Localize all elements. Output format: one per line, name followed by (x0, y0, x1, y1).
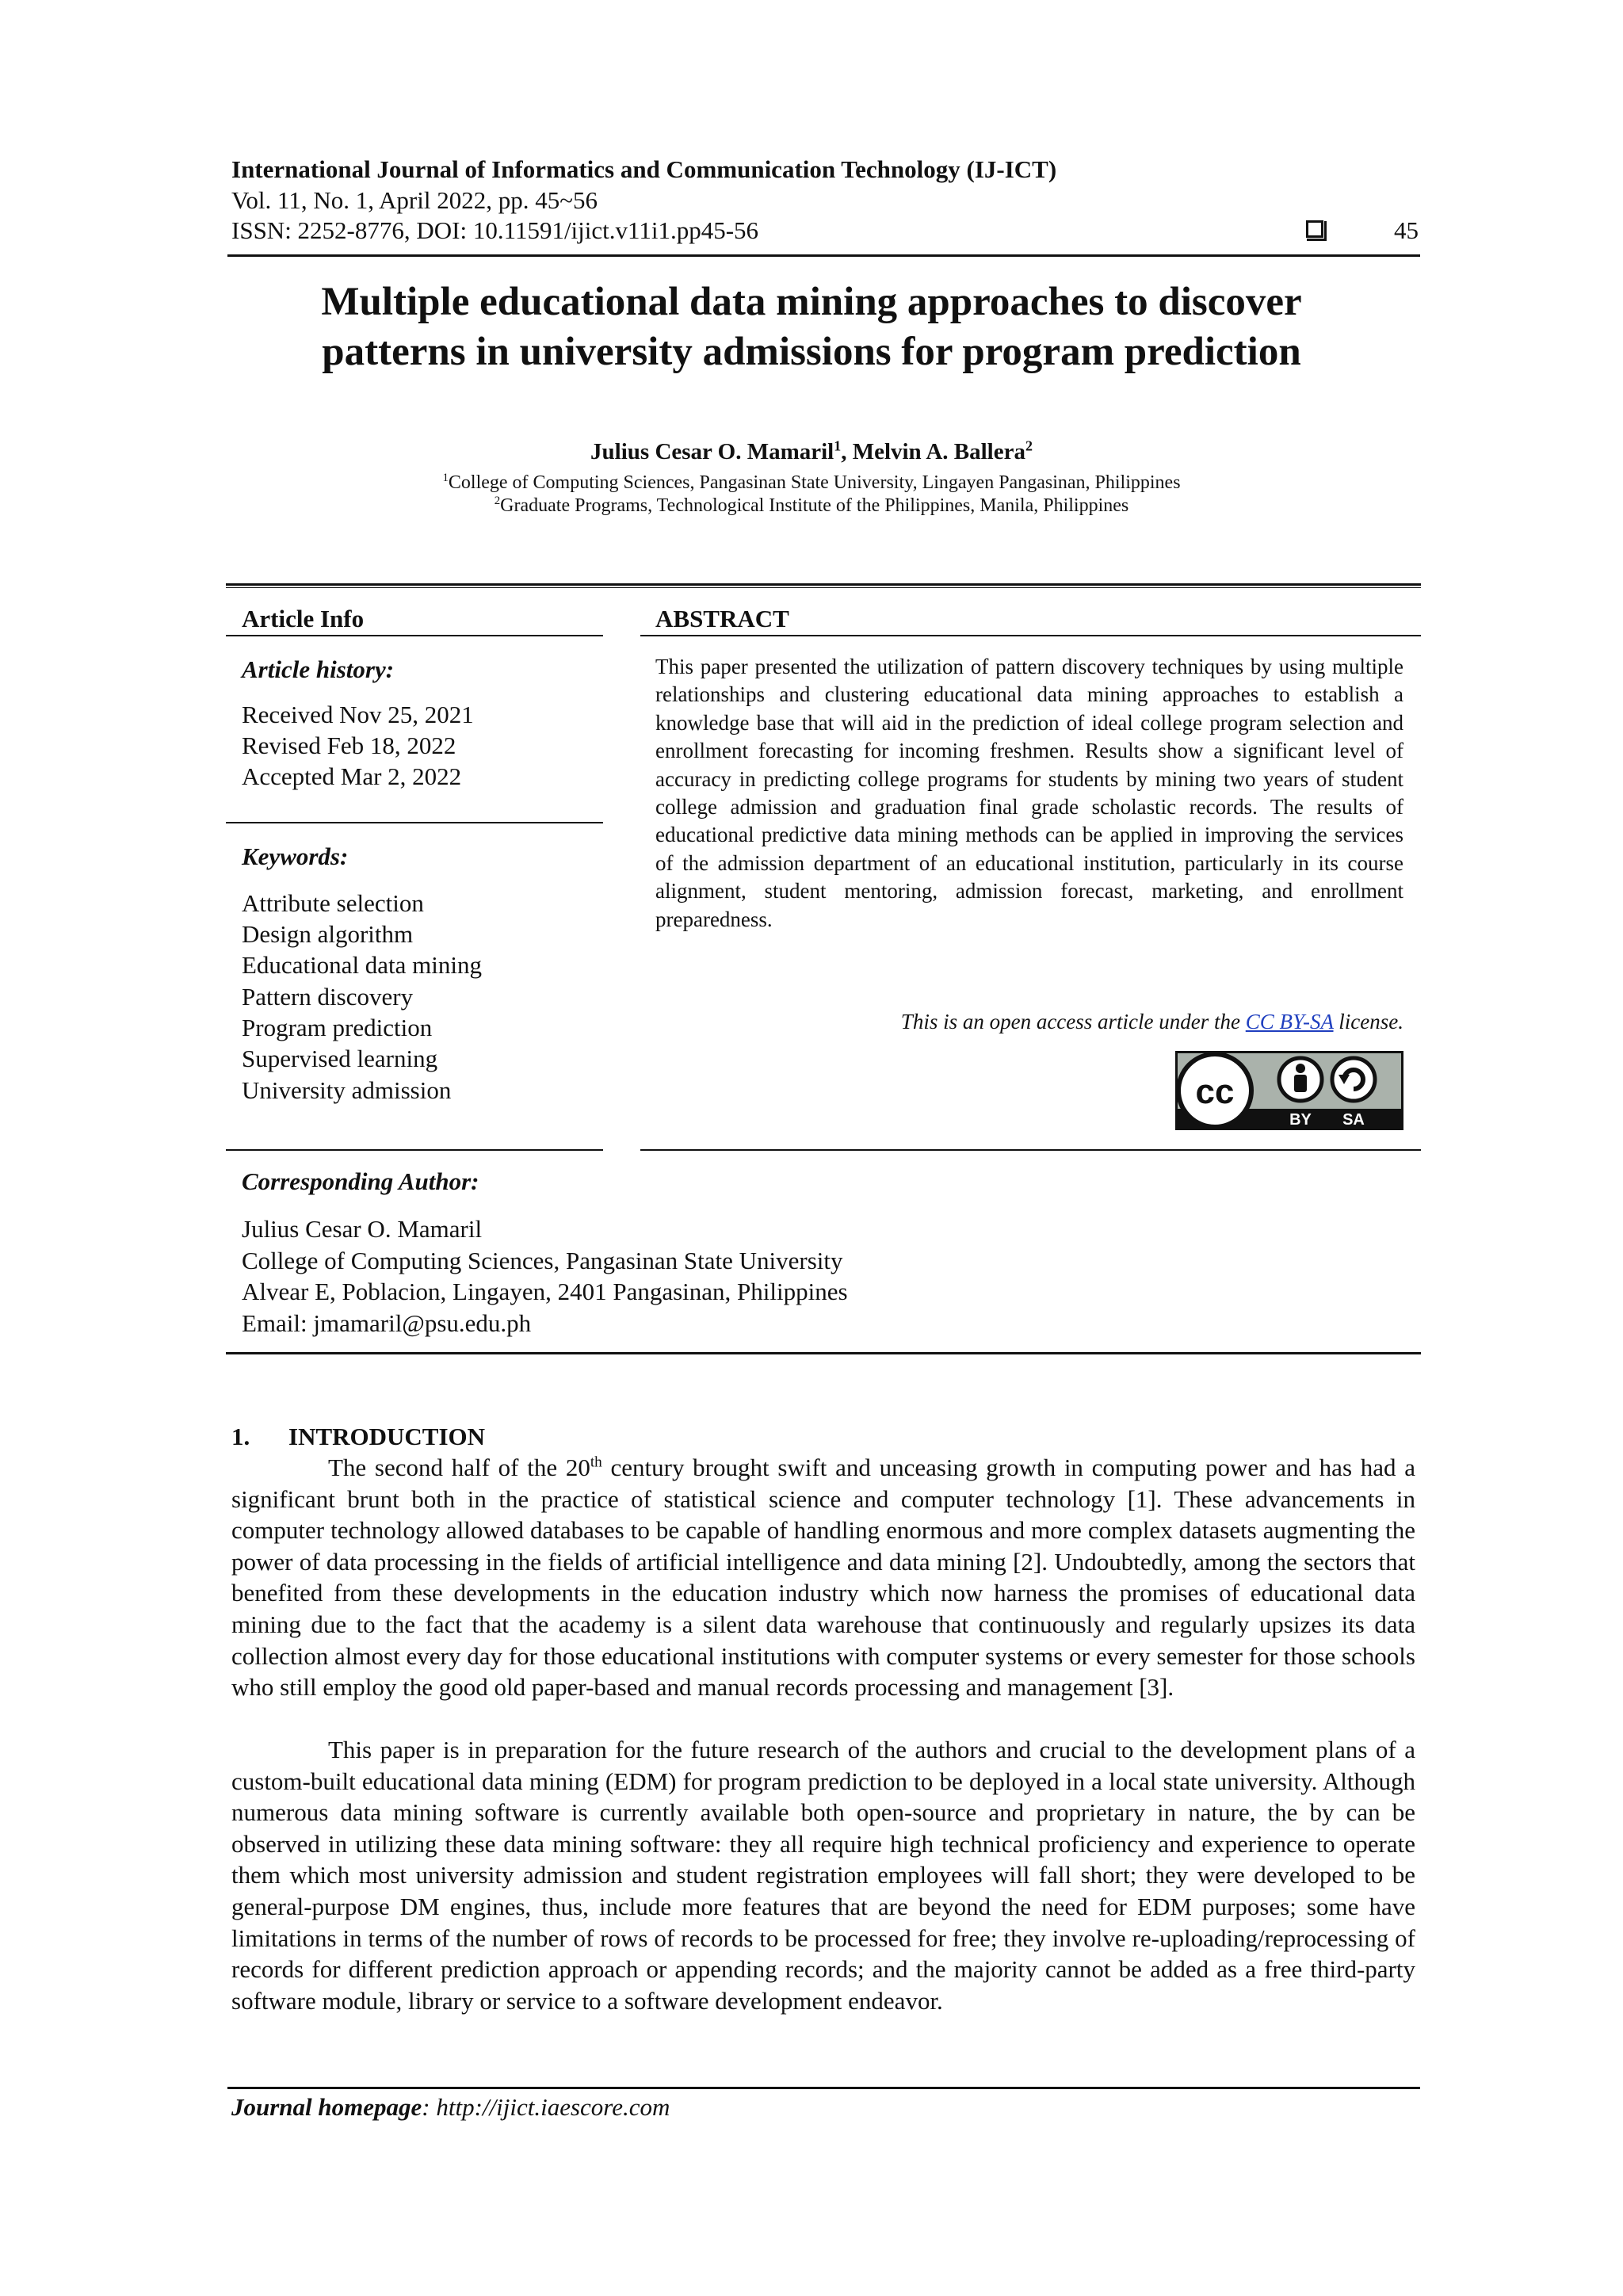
affiliation-1 (158, 472, 1465, 495)
info-box-top-rule-thin (226, 587, 1421, 588)
keyword-item: Supervised learning (242, 1045, 438, 1072)
share-alike-icon (1332, 1058, 1375, 1101)
affiliation-2-sup: 2 (494, 495, 501, 507)
corresponding-name: Julius Cesar O. Mamaril (242, 1215, 483, 1243)
affiliation-1-text: College of Computing Sciences, Pangasinan State University, Lingayen Pangasinan, Philippines (448, 472, 1181, 493)
homepage-label: Journal homepage (231, 2093, 422, 2121)
keyword-item: Educational data mining (242, 951, 483, 979)
keywords-heading: Keywords: (242, 842, 349, 870)
section-number: 1. (231, 1423, 250, 1450)
history-revised: Revised Feb 18, 2022 (242, 732, 456, 759)
journal-homepage (231, 2092, 670, 2122)
badge-by-text: BY (1289, 1111, 1312, 1129)
history-accepted: Accepted Mar 2, 2022 (242, 762, 462, 790)
author-1: Julius Cesar O. Mamaril (590, 439, 834, 464)
intro-paragraph-2 (231, 1734, 1415, 2016)
keywords-rule (226, 1149, 603, 1151)
header-rule (227, 254, 1420, 257)
intro-paragraph-1 (231, 1452, 1415, 1703)
badge-sa-text: SA (1342, 1111, 1365, 1129)
title-line-2: patterns in university admissions for program prediction (322, 330, 1301, 374)
cc-by-sa-badge-icon[interactable] (1175, 1051, 1403, 1130)
paper-title (158, 277, 1465, 377)
keyword-item: Pattern discovery (242, 983, 414, 1010)
author-2-sup: 2 (1025, 437, 1033, 454)
section-title: INTRODUCTION (288, 1423, 486, 1450)
abstract-heading: ABSTRACT (655, 605, 789, 632)
p1-rest: century brought swift and unceasing growth in computing power and has had a significant brunt both in the practice of statistical science and computer technology [1]. These advancements in computer technology allowed databases to be capable of handling enormous and more complex datasets augmenting the power of data processing in the fields of artificial intelligence and data mining [2]. Undoubtedly, among the sectors that benefited from these developments in the education industry which now harness the promises of educational data mining due to the fact that the academy is a silent data warehouse that continuously and regularly upsizes its data collection almost every day for those educational institutions with computer systems or every semester for those schools who still employ the good old paper-based and manual records processing and management [3]. (231, 1454, 1415, 1702)
affiliation-1-sup: 1 (442, 472, 449, 484)
abstract-rule (640, 635, 1421, 636)
open-access-statement (655, 1008, 1403, 1035)
article-history-heading: Article history: (242, 655, 395, 683)
info-box-bottom-rule (226, 1352, 1421, 1354)
license-link[interactable]: CC BY-SA (1245, 1010, 1334, 1033)
keyword-item: Attribute selection (242, 889, 424, 917)
affiliation-2-text: Graduate Programs, Technological Institute of the Philippines, Manila, Philippines (500, 495, 1129, 516)
issn-doi: ISSN: 2252-8776, DOI: 10.11591/ijict.v11i1.pp45-56 (231, 216, 759, 244)
abstract-bottom-rule (640, 1149, 1421, 1151)
keyword-item: Program prediction (242, 1014, 433, 1041)
license-suffix: license. (1333, 1010, 1403, 1033)
license-prefix: This is an open access article under the (900, 1010, 1246, 1033)
journal-name: International Journal of Informatics and Communication Technology (IJ-ICT) (231, 155, 1057, 183)
article-info-rule (226, 635, 603, 636)
info-box-top-rule (226, 583, 1421, 586)
history-rule (226, 822, 603, 823)
author-separator: , (841, 439, 853, 464)
corresponding-address: Alvear E, Poblacion, Lingayen, 2401 Pangasinan, Philippines (242, 1278, 848, 1305)
keyword-item: University admission (242, 1076, 452, 1104)
p2-text: This paper is in preparation for the future research of the authors and crucial to the development plans of a custom-built educational data mining (EDM) for program prediction to be deployed in a local state university. Although numerous data mining software is currently available both open-source and proprietary in nature, the by can be observed in utilizing these data mining software: they all require high technical proficiency and experience to operate them which most university admission and student registration employees will fall short; they were developed to be general-purpose DM engines, thus, include more features that are beyond the need for EDM purposes; some have limitations in terms of the number of rows of records to be processed for free; they involve re-uploading/reprocessing of records for different prediction approach or appending records; and the majority cannot be added as a free third-party software module, library or service to a software development endeavor. (231, 1736, 1415, 2015)
affiliation-2 (158, 495, 1465, 518)
homepage-sep: : (422, 2093, 437, 2121)
square-bullet-icon (1306, 220, 1323, 238)
volume-info: Vol. 11, No. 1, April 2022, pp. 45~56 (231, 186, 598, 214)
section-heading (231, 1422, 485, 1452)
author-2: Melvin A. Ballera (852, 439, 1025, 464)
page-number: 45 (1394, 216, 1419, 244)
badge-cc-text: cc (1195, 1072, 1235, 1111)
title-line-1: Multiple educational data mining approaches to discover (321, 280, 1302, 324)
history-received: Received Nov 25, 2021 (242, 701, 474, 728)
abstract-text: This paper presented the utilization of pattern discovery techniques by using multiple relationships and clustering educational data mining approaches to establish a knowledge base that will aid in the prediction of ideal college program selection and enrollment forecasting for incoming freshmen. Results show a significant level of accuracy in predicting college programs for students by mining two years of student college admission and graduation final grade scholastic records. The results of educational predictive data mining methods can be applied in improving the services of the admission department of an educational institution, particularly in its course alignment, student mentoring, admission forecast, marketing, and enrollment preparedness. (655, 655, 1403, 931)
footer-rule (227, 2087, 1420, 2089)
author-1-sup: 1 (834, 437, 842, 454)
homepage-url[interactable]: http://ijict.iaescore.com (436, 2093, 670, 2121)
article-info-heading: Article Info (242, 605, 365, 632)
keyword-item: Design algorithm (242, 920, 414, 948)
corresponding-dept: College of Computing Sciences, Pangasinan State University (242, 1247, 843, 1274)
author-list (158, 437, 1465, 466)
p1-start: The second half of the 20 (328, 1454, 590, 1481)
corresponding-email[interactable]: Email: jmamaril@psu.edu.ph (242, 1309, 532, 1337)
p1-sup: th (590, 1454, 602, 1471)
corresponding-heading: Corresponding Author: (242, 1167, 479, 1195)
